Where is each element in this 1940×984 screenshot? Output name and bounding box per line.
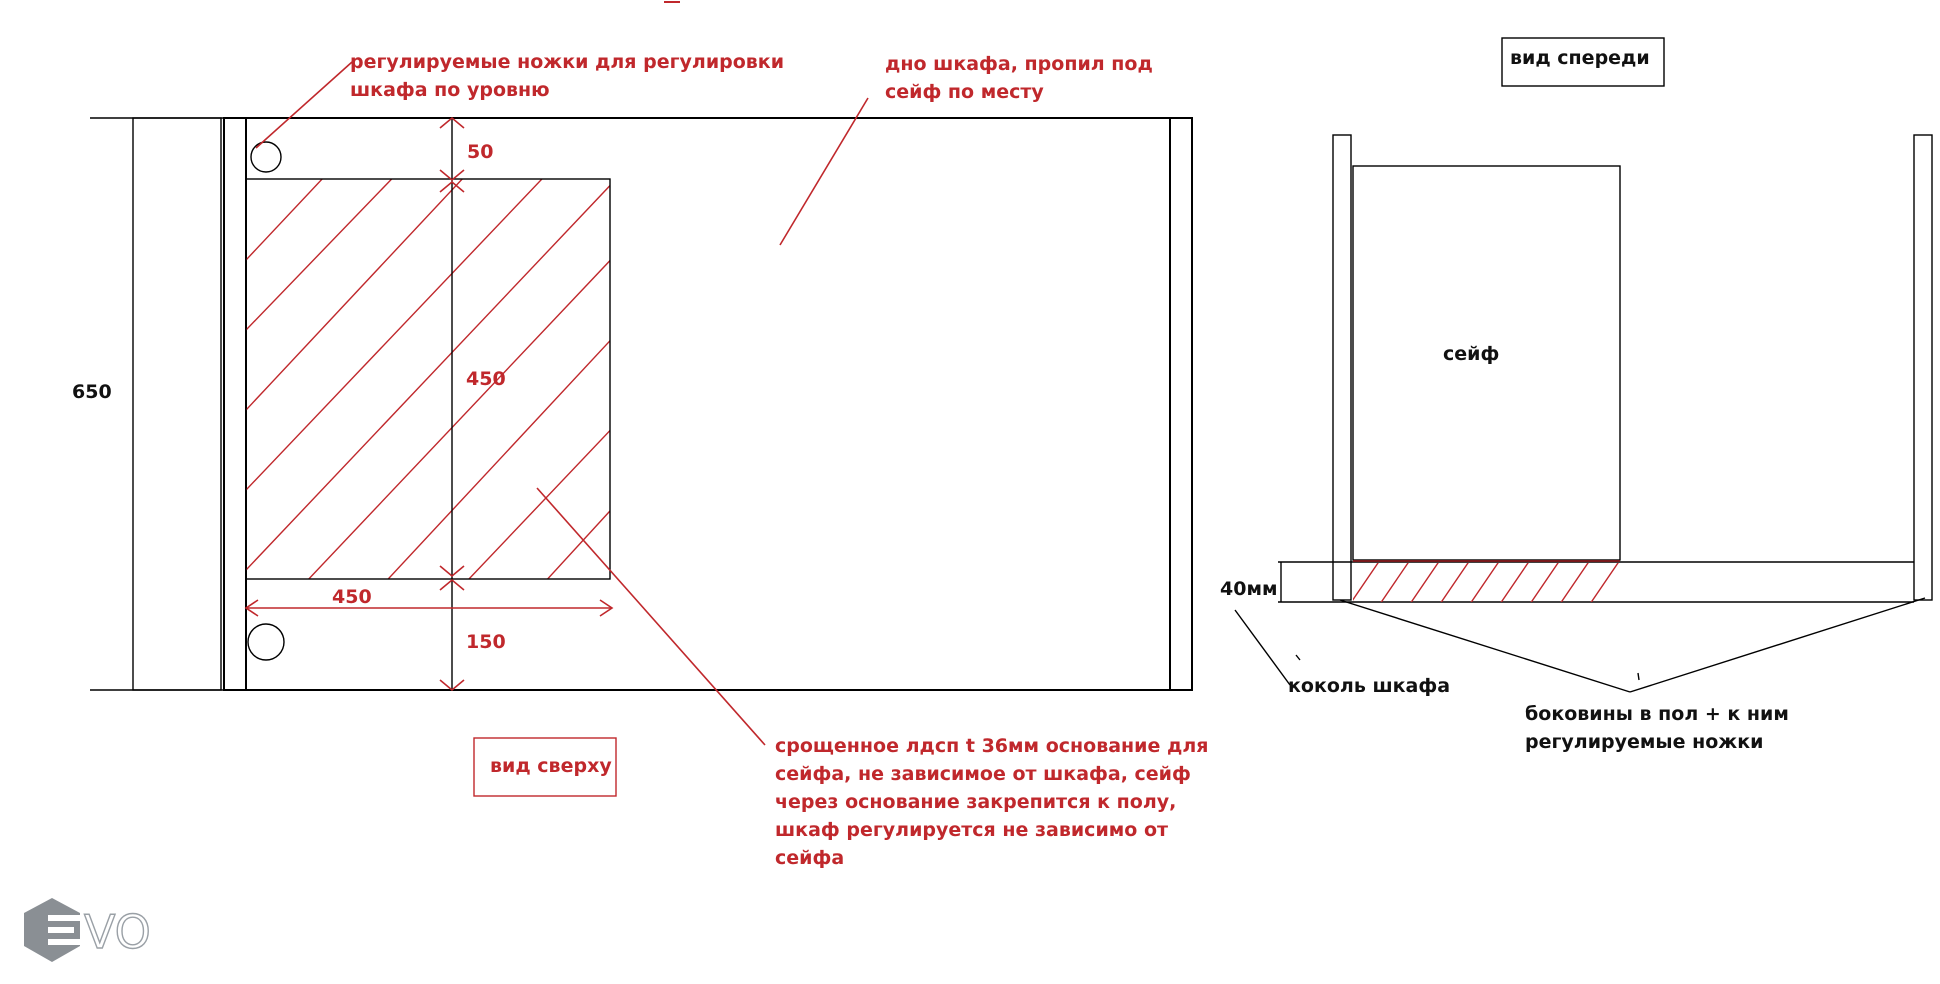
front-left-side-panel xyxy=(1333,135,1351,600)
leader-legs xyxy=(256,62,352,148)
plinth-dim: 40мм xyxy=(1220,578,1278,600)
dim-50: 50 xyxy=(467,141,494,163)
note-legs-line2: шкафа по уровню xyxy=(350,79,550,101)
dim-450-depth: 450 xyxy=(466,368,506,390)
front-right-side-panel xyxy=(1914,135,1932,600)
left-side-panel xyxy=(224,118,246,690)
note-plinth: коколь шкафа xyxy=(1288,675,1451,697)
dim-150: 150 xyxy=(466,631,506,653)
tick-mark-1 xyxy=(1296,655,1300,660)
logo-text: VO xyxy=(84,905,151,959)
front-safe-label: сейф xyxy=(1443,343,1500,365)
note-base-line4: шкаф регулируется не зависимо от xyxy=(775,819,1169,841)
top-view-label: вид сверху xyxy=(490,755,612,777)
logo-e-bar-bottom xyxy=(48,939,80,945)
logo-e-bar-mid xyxy=(48,927,74,933)
note-base-line5: сейфа xyxy=(775,847,845,869)
left-plinth-strip xyxy=(133,118,221,690)
note-sides-line2: регулируемые ножки xyxy=(1525,731,1764,753)
note-bottom-line2: сейф по месту xyxy=(885,81,1044,103)
leader-base xyxy=(537,488,765,745)
safe-base-outline xyxy=(246,179,610,579)
top-view xyxy=(72,51,1208,869)
note-legs-line1: регулируемые ножки для регулировки xyxy=(350,51,785,73)
front-safe-base-hatching xyxy=(1350,560,1620,604)
leader-plinth xyxy=(1235,610,1290,685)
note-base-line1: срощенное лдсп t 36мм основание для xyxy=(775,735,1209,757)
note-base-line3: через основание закрепится к полу, xyxy=(775,791,1177,813)
front-view-label: вид спереди xyxy=(1510,47,1650,69)
leader-sides-right xyxy=(1630,598,1925,692)
front-view xyxy=(1220,38,1932,753)
note-sides-line1: боковины в пол + к ним xyxy=(1525,703,1789,725)
safe-base-hatching xyxy=(246,160,620,620)
logo-e-bar-top xyxy=(48,915,80,921)
note-base-line2: сейфа, не зависимое от шкафа, сейф xyxy=(775,763,1191,785)
leader-bottom xyxy=(780,98,868,245)
leg-circle-top xyxy=(251,142,281,172)
right-side-panel xyxy=(1170,118,1192,690)
note-bottom-line1: дно шкафа, пропил под xyxy=(885,53,1153,75)
evo-logo xyxy=(24,898,151,962)
tick-mark-2 xyxy=(1638,673,1639,680)
leg-circle-bottom xyxy=(248,624,284,660)
dim-650: 650 xyxy=(72,381,112,403)
dim-450-width: 450 xyxy=(332,586,372,608)
